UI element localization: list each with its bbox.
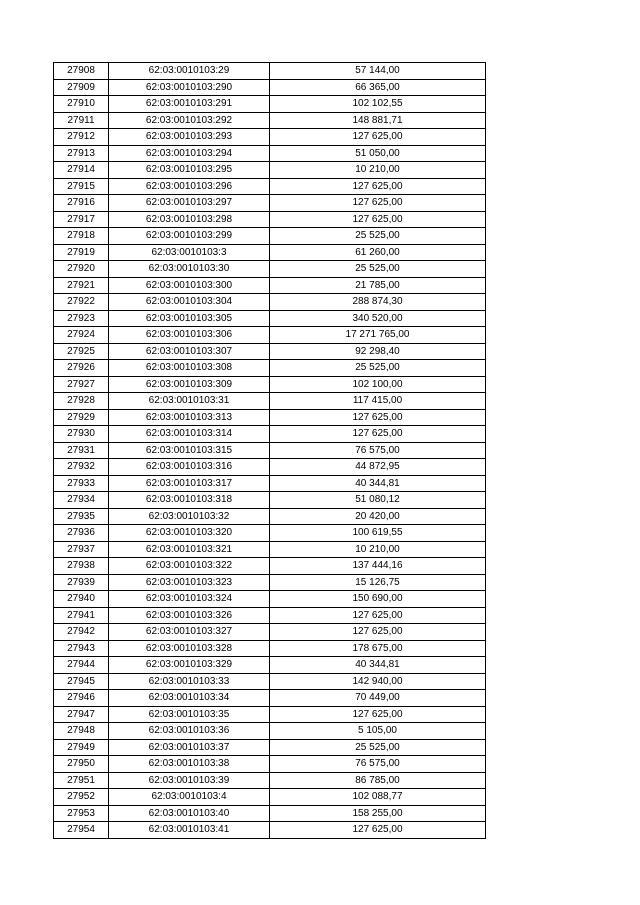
cadastral-number-cell: 62:03:0010103:317: [109, 475, 270, 492]
value-cell: 127 625,00: [270, 195, 486, 212]
row-number-cell: 27951: [54, 772, 109, 789]
value-cell: 127 625,00: [270, 624, 486, 641]
row-number-cell: 27936: [54, 525, 109, 542]
value-cell: 117 415,00: [270, 393, 486, 410]
table-row: [54, 376, 486, 393]
cadastral-number-cell: 62:03:0010103:313: [109, 409, 270, 426]
table-row: [54, 129, 486, 146]
row-number-cell: 27917: [54, 211, 109, 228]
cadastral-number-cell: 62:03:0010103:299: [109, 228, 270, 245]
row-number-cell: 27954: [54, 822, 109, 839]
row-number-cell: 27931: [54, 442, 109, 459]
row-number-cell: 27947: [54, 706, 109, 723]
row-number-cell: 27918: [54, 228, 109, 245]
value-cell: 17 271 765,00: [270, 327, 486, 344]
table-row: [54, 96, 486, 113]
cadastral-number-cell: 62:03:0010103:29: [109, 63, 270, 80]
table-row: [54, 393, 486, 410]
row-number-cell: 27914: [54, 162, 109, 179]
row-number-cell: 27932: [54, 459, 109, 476]
value-cell: 61 260,00: [270, 244, 486, 261]
row-number-cell: 27953: [54, 805, 109, 822]
table-row: [54, 756, 486, 773]
cadastral-number-cell: 62:03:0010103:309: [109, 376, 270, 393]
row-number-cell: 27933: [54, 475, 109, 492]
row-number-cell: 27948: [54, 723, 109, 740]
table-row: [54, 294, 486, 311]
table-row: [54, 211, 486, 228]
value-cell: 127 625,00: [270, 822, 486, 839]
value-cell: 158 255,00: [270, 805, 486, 822]
value-cell: 15 126,75: [270, 574, 486, 591]
value-cell: 127 625,00: [270, 129, 486, 146]
value-cell: 51 050,00: [270, 145, 486, 162]
table-row: [54, 244, 486, 261]
row-number-cell: 27923: [54, 310, 109, 327]
table-body: [54, 63, 486, 839]
cadastral-number-cell: 62:03:0010103:305: [109, 310, 270, 327]
cadastral-number-cell: 62:03:0010103:323: [109, 574, 270, 591]
cadastral-number-cell: 62:03:0010103:4: [109, 789, 270, 806]
cadastral-number-cell: 62:03:0010103:31: [109, 393, 270, 410]
value-cell: 76 575,00: [270, 756, 486, 773]
table-row: [54, 640, 486, 657]
value-cell: 127 625,00: [270, 409, 486, 426]
table-row: [54, 79, 486, 96]
table-row: [54, 591, 486, 608]
cadastral-number-cell: 62:03:0010103:38: [109, 756, 270, 773]
row-number-cell: 27928: [54, 393, 109, 410]
cadastral-number-cell: 62:03:0010103:3: [109, 244, 270, 261]
value-cell: 5 105,00: [270, 723, 486, 740]
table-row: [54, 690, 486, 707]
cadastral-number-cell: 62:03:0010103:324: [109, 591, 270, 608]
cadastral-number-cell: 62:03:0010103:296: [109, 178, 270, 195]
table-row: [54, 327, 486, 344]
table-row: [54, 195, 486, 212]
row-number-cell: 27922: [54, 294, 109, 311]
cadastral-number-cell: 62:03:0010103:306: [109, 327, 270, 344]
table-row: [54, 475, 486, 492]
row-number-cell: 27952: [54, 789, 109, 806]
table-row: [54, 558, 486, 575]
row-number-cell: 27950: [54, 756, 109, 773]
cadastral-number-cell: 62:03:0010103:307: [109, 343, 270, 360]
value-cell: 150 690,00: [270, 591, 486, 608]
table-row: [54, 442, 486, 459]
value-cell: 127 625,00: [270, 607, 486, 624]
table-row: [54, 822, 486, 839]
cadastral-number-cell: 62:03:0010103:329: [109, 657, 270, 674]
row-number-cell: 27912: [54, 129, 109, 146]
cadastral-value-table: [53, 62, 486, 839]
row-number-cell: 27945: [54, 673, 109, 690]
value-cell: 127 625,00: [270, 178, 486, 195]
row-number-cell: 27916: [54, 195, 109, 212]
cadastral-number-cell: 62:03:0010103:316: [109, 459, 270, 476]
value-cell: 100 619,55: [270, 525, 486, 542]
table-row: [54, 492, 486, 509]
cadastral-number-cell: 62:03:0010103:39: [109, 772, 270, 789]
row-number-cell: 27909: [54, 79, 109, 96]
table-row: [54, 723, 486, 740]
table-row: [54, 162, 486, 179]
table-row: [54, 673, 486, 690]
cadastral-number-cell: 62:03:0010103:321: [109, 541, 270, 558]
cadastral-number-cell: 62:03:0010103:294: [109, 145, 270, 162]
value-cell: 127 625,00: [270, 426, 486, 443]
value-cell: 76 575,00: [270, 442, 486, 459]
value-cell: 51 080,12: [270, 492, 486, 509]
cadastral-number-cell: 62:03:0010103:322: [109, 558, 270, 575]
cadastral-number-cell: 62:03:0010103:320: [109, 525, 270, 542]
cadastral-number-cell: 62:03:0010103:314: [109, 426, 270, 443]
table-row: [54, 706, 486, 723]
row-number-cell: 27920: [54, 261, 109, 278]
value-cell: 20 420,00: [270, 508, 486, 525]
value-cell: 44 872,95: [270, 459, 486, 476]
row-number-cell: 27943: [54, 640, 109, 657]
row-number-cell: 27930: [54, 426, 109, 443]
row-number-cell: 27926: [54, 360, 109, 377]
value-cell: 25 525,00: [270, 261, 486, 278]
table-row: [54, 178, 486, 195]
value-cell: 66 365,00: [270, 79, 486, 96]
value-cell: 57 144,00: [270, 63, 486, 80]
cadastral-number-cell: 62:03:0010103:298: [109, 211, 270, 228]
row-number-cell: 27919: [54, 244, 109, 261]
cadastral-number-cell: 62:03:0010103:295: [109, 162, 270, 179]
value-cell: 70 449,00: [270, 690, 486, 707]
cadastral-number-cell: 62:03:0010103:30: [109, 261, 270, 278]
cadastral-number-cell: 62:03:0010103:315: [109, 442, 270, 459]
cadastral-number-cell: 62:03:0010103:293: [109, 129, 270, 146]
row-number-cell: 27942: [54, 624, 109, 641]
table-row: [54, 607, 486, 624]
cadastral-number-cell: 62:03:0010103:326: [109, 607, 270, 624]
value-cell: 137 444,16: [270, 558, 486, 575]
cadastral-number-cell: 62:03:0010103:33: [109, 673, 270, 690]
cadastral-number-cell: 62:03:0010103:300: [109, 277, 270, 294]
table-row: [54, 789, 486, 806]
row-number-cell: 27939: [54, 574, 109, 591]
row-number-cell: 27908: [54, 63, 109, 80]
cadastral-number-cell: 62:03:0010103:304: [109, 294, 270, 311]
value-cell: 102 100,00: [270, 376, 486, 393]
row-number-cell: 27911: [54, 112, 109, 129]
cadastral-number-cell: 62:03:0010103:37: [109, 739, 270, 756]
table-row: [54, 508, 486, 525]
table-row: [54, 343, 486, 360]
table-row: [54, 459, 486, 476]
table-row: [54, 277, 486, 294]
row-number-cell: 27946: [54, 690, 109, 707]
cadastral-number-cell: 62:03:0010103:36: [109, 723, 270, 740]
cadastral-number-cell: 62:03:0010103:291: [109, 96, 270, 113]
row-number-cell: 27924: [54, 327, 109, 344]
cadastral-number-cell: 62:03:0010103:32: [109, 508, 270, 525]
table-row: [54, 574, 486, 591]
value-cell: 40 344,81: [270, 475, 486, 492]
table-row: [54, 805, 486, 822]
row-number-cell: 27921: [54, 277, 109, 294]
cadastral-number-cell: 62:03:0010103:35: [109, 706, 270, 723]
cadastral-number-cell: 62:03:0010103:327: [109, 624, 270, 641]
value-cell: 340 520,00: [270, 310, 486, 327]
value-cell: 127 625,00: [270, 211, 486, 228]
value-cell: 21 785,00: [270, 277, 486, 294]
table-row: [54, 426, 486, 443]
value-cell: 25 525,00: [270, 739, 486, 756]
row-number-cell: 27944: [54, 657, 109, 674]
cadastral-number-cell: 62:03:0010103:297: [109, 195, 270, 212]
table-row: [54, 63, 486, 80]
cadastral-number-cell: 62:03:0010103:328: [109, 640, 270, 657]
value-cell: 127 625,00: [270, 706, 486, 723]
table-row: [54, 772, 486, 789]
cadastral-number-cell: 62:03:0010103:292: [109, 112, 270, 129]
row-number-cell: 27941: [54, 607, 109, 624]
table-row: [54, 228, 486, 245]
value-cell: 142 940,00: [270, 673, 486, 690]
table-row: [54, 525, 486, 542]
value-cell: 148 881,71: [270, 112, 486, 129]
value-cell: 178 675,00: [270, 640, 486, 657]
table-row: [54, 624, 486, 641]
row-number-cell: 27938: [54, 558, 109, 575]
cadastral-number-cell: 62:03:0010103:41: [109, 822, 270, 839]
value-cell: 102 088,77: [270, 789, 486, 806]
table-row: [54, 657, 486, 674]
cadastral-number-cell: 62:03:0010103:318: [109, 492, 270, 509]
row-number-cell: 27935: [54, 508, 109, 525]
cadastral-number-cell: 62:03:0010103:34: [109, 690, 270, 707]
cadastral-number-cell: 62:03:0010103:290: [109, 79, 270, 96]
value-cell: 288 874,30: [270, 294, 486, 311]
value-cell: 40 344,81: [270, 657, 486, 674]
table-row: [54, 541, 486, 558]
row-number-cell: 27913: [54, 145, 109, 162]
value-cell: 25 525,00: [270, 228, 486, 245]
value-cell: 10 210,00: [270, 541, 486, 558]
row-number-cell: 27915: [54, 178, 109, 195]
value-cell: 86 785,00: [270, 772, 486, 789]
row-number-cell: 27927: [54, 376, 109, 393]
cadastral-number-cell: 62:03:0010103:308: [109, 360, 270, 377]
row-number-cell: 27910: [54, 96, 109, 113]
value-cell: 10 210,00: [270, 162, 486, 179]
value-cell: 92 298,40: [270, 343, 486, 360]
table-row: [54, 409, 486, 426]
row-number-cell: 27925: [54, 343, 109, 360]
row-number-cell: 27949: [54, 739, 109, 756]
value-cell: 25 525,00: [270, 360, 486, 377]
table-row: [54, 145, 486, 162]
table-row: [54, 112, 486, 129]
row-number-cell: 27940: [54, 591, 109, 608]
table-row: [54, 739, 486, 756]
table-row: [54, 261, 486, 278]
table-row: [54, 360, 486, 377]
row-number-cell: 27929: [54, 409, 109, 426]
row-number-cell: 27934: [54, 492, 109, 509]
table-row: [54, 310, 486, 327]
row-number-cell: 27937: [54, 541, 109, 558]
value-cell: 102 102,55: [270, 96, 486, 113]
cadastral-number-cell: 62:03:0010103:40: [109, 805, 270, 822]
